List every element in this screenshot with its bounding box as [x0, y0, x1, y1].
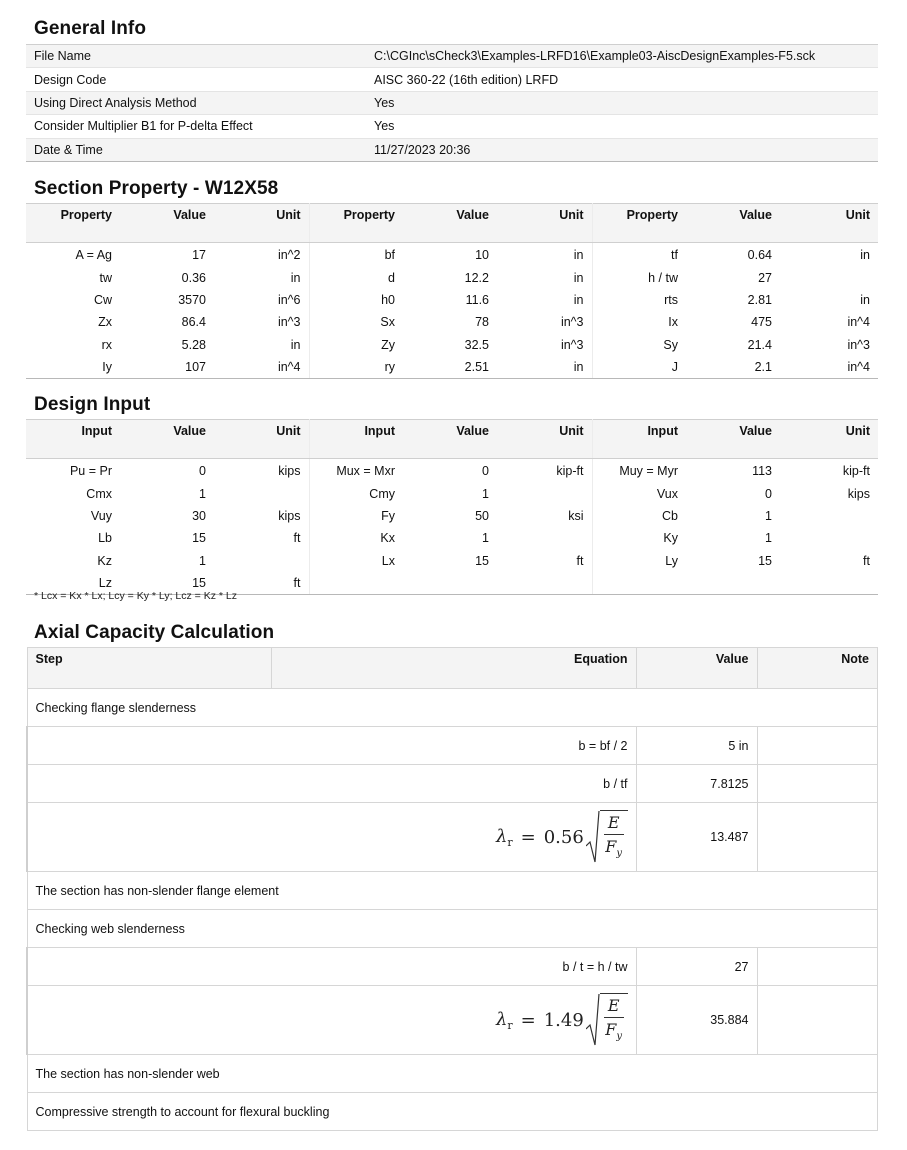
table-cell: in	[497, 356, 592, 379]
table-cell: kips	[214, 460, 309, 482]
table-cell: tw	[99, 270, 112, 285]
table-cell: h / tw	[648, 270, 678, 285]
table-cell: bf	[384, 248, 395, 263]
general-value: 11/27/2023 20:36	[366, 138, 878, 161]
table-cell: A = Ag	[75, 248, 112, 263]
table-cell: 1	[199, 553, 206, 568]
general-value: Yes	[366, 115, 878, 138]
section-header-cell: Unit	[214, 204, 309, 243]
table-cell: 107	[120, 356, 214, 379]
table-cell: 86.4	[181, 315, 206, 330]
table-cell: Sy	[663, 337, 678, 352]
table-cell	[309, 572, 403, 595]
table-cell: kips	[847, 486, 870, 501]
table-cell	[497, 572, 592, 595]
table-cell: 17	[192, 248, 206, 263]
table-row	[26, 460, 878, 482]
section-property-title: Section Property - W12X58	[34, 178, 279, 199]
table-row	[26, 311, 878, 333]
table-cell	[780, 527, 878, 549]
note-header: Note	[757, 648, 878, 689]
lambda-r-web-value: 35.884	[636, 986, 757, 1055]
table-cell: Lx	[381, 553, 395, 568]
table-cell: kips	[214, 505, 309, 527]
flange-result-step: The section has non-slender flange element	[27, 872, 878, 910]
b-value: 5 in	[636, 727, 757, 765]
step-row	[27, 872, 878, 910]
table-cell: 15	[758, 553, 772, 568]
general-key: Consider Multiplier B1 for P-delta Effect	[26, 115, 366, 138]
table-cell: J	[592, 356, 686, 379]
table-cell: in	[860, 248, 870, 263]
table-row	[26, 482, 878, 504]
table-cell: 0	[199, 464, 206, 479]
table-cell: in^6	[214, 289, 309, 311]
general-value: AISC 360-22 (16th edition) LRFD	[366, 68, 878, 91]
table-cell: ft	[214, 572, 309, 595]
section-header-row	[26, 204, 878, 243]
lambda-r-flange-value: 13.487	[636, 803, 757, 872]
table-cell: Lb	[98, 531, 112, 546]
lambda-r-flange-note	[757, 803, 878, 872]
table-cell: 2.51	[403, 356, 497, 379]
table-cell: in	[860, 292, 870, 307]
design-header-cell: Input	[26, 420, 120, 459]
table-cell: Cmy	[369, 486, 395, 501]
table-cell: 21.4	[747, 337, 772, 352]
table-cell: 2.1	[686, 356, 780, 379]
table-cell: Mux = Mxr	[336, 464, 395, 479]
table-cell	[780, 505, 878, 527]
table-row	[26, 356, 878, 379]
table-cell: Zy	[381, 337, 395, 352]
web-check-step: Checking web slenderness	[27, 910, 878, 948]
general-key: Date & Time	[26, 138, 366, 161]
design-header-cell: Value	[403, 420, 497, 459]
table-cell: in	[497, 289, 592, 311]
table-cell: Lz	[26, 572, 120, 595]
section-header-cell: Property	[26, 204, 120, 243]
section-header-cell: Value	[686, 204, 780, 243]
table-cell: 0	[482, 464, 489, 479]
table-cell: in^2	[214, 244, 309, 266]
b-tf-note	[757, 765, 878, 803]
sqrt-icon: $\frac{E}{F_y}$	[586, 810, 628, 864]
table-cell	[686, 572, 780, 595]
section-header-cell: Value	[403, 204, 497, 243]
table-cell: 1	[765, 508, 772, 523]
table-cell: in	[214, 266, 309, 288]
lambda-r-flange-formula: $\lambda_r$ = 0.56 $\frac{E}{F_y}$	[496, 810, 628, 864]
table-cell: rts	[664, 292, 678, 307]
table-cell: in^3	[847, 337, 870, 352]
table-cell: Pu = Pr	[69, 464, 112, 479]
value-header: Value	[636, 648, 757, 689]
table-cell: Iy	[26, 356, 120, 379]
general-key: Using Direct Analysis Method	[26, 91, 366, 114]
lambda-symbol: $\lambda_r$	[495, 825, 513, 849]
table-cell: 0.36	[181, 270, 206, 285]
table-row	[26, 334, 878, 356]
table-cell: d	[388, 270, 395, 285]
table-cell: 10	[475, 248, 489, 263]
section-header-cell: Property	[592, 204, 686, 243]
design-header-row	[26, 420, 878, 459]
table-cell: 0	[765, 486, 772, 501]
axial-capacity-table	[26, 647, 878, 1131]
step-header: Step	[27, 648, 271, 689]
design-header-cell: Unit	[214, 420, 309, 459]
table-cell: ry	[309, 356, 403, 379]
b-tf-value: 7.8125	[636, 765, 757, 803]
table-cell: in	[497, 244, 592, 266]
design-header-cell: Input	[592, 420, 686, 459]
equation-row	[27, 948, 878, 986]
general-key: Design Code	[26, 68, 366, 91]
design-header-cell: Input	[309, 420, 403, 459]
table-row	[26, 266, 878, 288]
table-cell	[592, 572, 686, 595]
table-row	[26, 527, 878, 549]
general-info-table	[26, 44, 878, 162]
table-cell: ft	[863, 553, 870, 568]
equation-row	[27, 765, 878, 803]
b-note	[757, 727, 878, 765]
equation-header: Equation	[271, 648, 636, 689]
table-cell: 78	[475, 315, 489, 330]
table-row	[26, 289, 878, 311]
table-cell: 15	[120, 572, 214, 595]
step-row	[27, 1093, 878, 1131]
table-cell: Sx	[380, 315, 395, 330]
table-cell: 15	[192, 531, 206, 546]
table-cell: 1	[482, 486, 489, 501]
table-cell: 113	[752, 464, 772, 479]
section-property-table	[26, 203, 878, 379]
table-cell: 11.6	[465, 292, 489, 307]
table-cell: ft	[497, 550, 592, 572]
general-row	[26, 68, 878, 91]
table-cell	[214, 550, 309, 572]
table-cell: Muy = Myr	[619, 464, 678, 479]
design-header-cell: Value	[686, 420, 780, 459]
table-cell: 3570	[178, 292, 206, 307]
design-header-cell: Unit	[780, 420, 878, 459]
b-t-equation: b / t = h / tw	[27, 948, 636, 986]
axial-capacity-title: Axial Capacity Calculation	[34, 622, 275, 643]
table-cell: in^3	[497, 334, 592, 356]
table-cell: tf	[671, 248, 678, 263]
equation-row	[27, 986, 878, 1055]
b-t-value: 27	[636, 948, 757, 986]
section-header-cell: Value	[120, 204, 214, 243]
table-cell: Kx	[380, 531, 395, 546]
table-cell: in^4	[214, 356, 309, 379]
table-cell: 5.28	[181, 337, 206, 352]
table-row	[26, 550, 878, 572]
table-cell	[780, 572, 878, 595]
general-row	[26, 138, 878, 161]
table-cell: 30	[192, 508, 206, 523]
table-cell: kip-ft	[842, 464, 870, 479]
step-row	[27, 1055, 878, 1093]
table-cell: 27	[758, 270, 772, 285]
lambda-r-flange-equation	[27, 803, 636, 872]
web-result-step: The section has non-slender web	[27, 1055, 878, 1093]
table-cell: Zx	[98, 315, 112, 330]
section-header-cell: Unit	[497, 204, 592, 243]
table-cell: 50	[475, 508, 489, 523]
design-header-cell: Unit	[497, 420, 592, 459]
general-info-title: General Info	[34, 18, 147, 39]
web-coefficient: 1.49	[543, 1009, 584, 1031]
general-value: Yes	[366, 91, 878, 114]
table-cell: 1	[765, 531, 772, 546]
flange-check-step: Checking flange slenderness	[27, 689, 878, 727]
general-row	[26, 45, 878, 68]
table-cell: Vuy	[90, 508, 112, 523]
lambda-r-web-formula: $\lambda_r$ = 1.49 $\frac{E}{F_y}$	[496, 993, 628, 1047]
table-cell: in^4	[847, 315, 870, 330]
table-cell	[214, 482, 309, 504]
table-cell: 15	[475, 553, 489, 568]
table-cell: ft	[214, 527, 309, 549]
table-cell: h0	[381, 292, 395, 307]
table-cell: Vux	[656, 486, 678, 501]
table-cell	[497, 527, 592, 549]
step-row	[27, 689, 878, 727]
table-cell	[403, 572, 497, 595]
table-cell: ksi	[497, 505, 592, 527]
table-cell: Kz	[97, 553, 112, 568]
table-cell: 32.5	[464, 337, 489, 352]
table-cell: Ly	[665, 553, 678, 568]
table-cell: 0.64	[747, 248, 772, 263]
equation-row	[27, 803, 878, 872]
design-input-table	[26, 419, 878, 595]
equation-row	[27, 727, 878, 765]
lambda-r-web-note	[757, 986, 878, 1055]
design-input-title: Design Input	[34, 394, 151, 415]
effective-length-note: * Lcx = Kx * Lx; Lcy = Ky * Ly; Lcz = Kz * Lz	[34, 590, 237, 602]
general-key: File Name	[26, 45, 366, 68]
b-tf-equation: b / tf	[27, 765, 636, 803]
table-cell: 2.81	[747, 292, 772, 307]
design-header-cell: Value	[120, 420, 214, 459]
flange-coefficient: 0.56	[543, 826, 584, 848]
table-cell	[780, 266, 878, 288]
table-cell: Cb	[662, 508, 678, 523]
table-cell: 1	[482, 531, 489, 546]
table-cell: Cmx	[86, 486, 112, 501]
step-row	[27, 910, 878, 948]
table-cell: Fy	[381, 508, 395, 523]
table-cell: in	[214, 334, 309, 356]
table-cell: in^4	[780, 356, 878, 379]
table-cell: in^3	[497, 311, 592, 333]
b-equation: b = bf / 2	[27, 727, 636, 765]
general-row	[26, 91, 878, 114]
compressive-strength-step: Compressive strength to account for flexural buckling	[27, 1093, 878, 1131]
sqrt-icon: $\frac{E}{F_y}$	[586, 993, 628, 1047]
table-row	[26, 244, 878, 266]
section-header-cell: Unit	[780, 204, 878, 243]
table-cell	[497, 482, 592, 504]
table-cell: 1	[199, 486, 206, 501]
lambda-r-web-equation	[27, 986, 636, 1055]
table-cell: in^3	[214, 311, 309, 333]
axial-header-row	[27, 648, 878, 689]
b-t-note	[757, 948, 878, 986]
general-value: C:\CGInc\sCheck3\Examples-LRFD16\Example03-AiscDesignExamples-F5.sck	[366, 45, 878, 68]
table-row	[26, 505, 878, 527]
lambda-symbol: $\lambda_r$	[495, 1008, 513, 1032]
table-cell: Ix	[668, 315, 678, 330]
table-cell: rx	[101, 337, 112, 352]
section-header-cell: Property	[309, 204, 403, 243]
table-cell: 475	[751, 315, 772, 330]
table-cell: 12.2	[464, 270, 489, 285]
table-cell: Cw	[93, 292, 112, 307]
table-cell: Ky	[663, 531, 678, 546]
general-row	[26, 115, 878, 138]
table-cell: in	[497, 266, 592, 288]
table-cell: kip-ft	[497, 460, 592, 482]
